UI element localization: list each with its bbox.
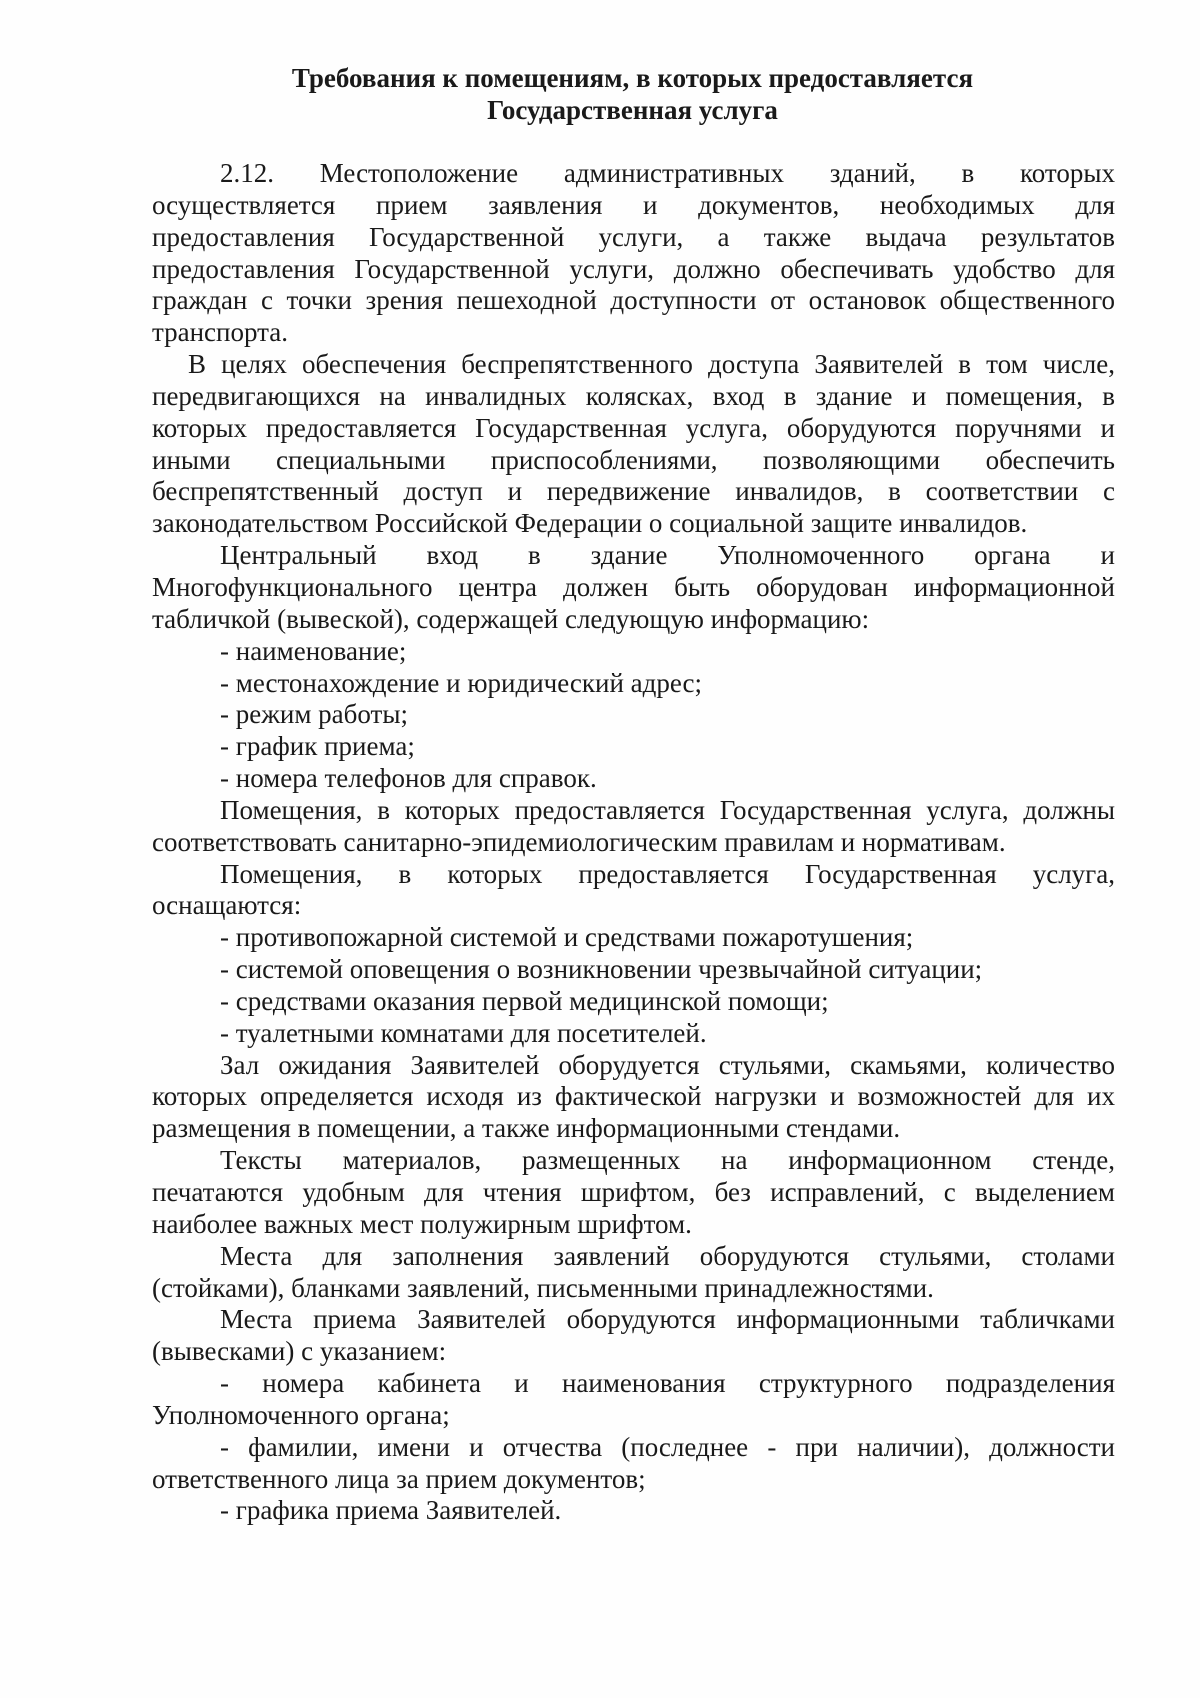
text-line: которых определяется исходя из фактической нагрузки и возможностей для их	[152, 1081, 1115, 1112]
text-line: законодательством Российской Федерации о социальной защите инвалидов.	[152, 508, 1028, 539]
list-item: - режим работы;	[220, 699, 408, 730]
text-line: соответствовать санитарно-эпидемиологическим правилам и нормативам.	[152, 826, 1006, 857]
text-line: В целях обеспечения беспрепятственного доступа Заявителей в том числе,	[188, 349, 1115, 380]
text-line: 2.12. Местоположение административных зданий, в которых	[220, 158, 1115, 188]
list-item: - средствами оказания первой медицинской помощи;	[220, 985, 829, 1016]
text-line: табличкой (вывеской), содержащей следующую информацию:	[152, 603, 870, 634]
text-line: которых предоставляется Государственная услуга, оборудуются поручнями и	[152, 412, 1115, 443]
text-line: наиболее важных мест полужирным шрифтом.	[152, 1208, 692, 1239]
list-item: - номера телефонов для справок.	[220, 763, 597, 794]
text-line: (вывесками) с указанием:	[152, 1336, 447, 1367]
list-item: - график приема;	[220, 731, 415, 762]
list-item: - фамилии, имени и отчества (последнее - при наличии), должности	[220, 1431, 1115, 1462]
text-line: печатаются удобным для чтения шрифтом, без исправлений, с выделением	[152, 1177, 1115, 1207]
text-line: Многофункционального центра должен быть оборудован информационной	[152, 571, 1115, 602]
title-line-2: Государственная услуга	[487, 95, 778, 125]
document-title	[150, 62, 1115, 126]
list-item: - номера кабинета и наименования структурного подразделения	[220, 1368, 1115, 1399]
text-line: Тексты материалов, размещенных на информационном стенде,	[220, 1145, 1115, 1176]
document-body	[152, 158, 1115, 1527]
text-line: Помещения, в которых предоставляется Государственная услуга, должны	[220, 794, 1115, 825]
text-line: (стойками), бланками заявлений, письменными принадлежностями.	[152, 1272, 934, 1303]
text-line: граждан с точки зрения пешеходной доступности от остановок общественного	[152, 285, 1115, 316]
text-line: осуществляется прием заявления и документов, необходимых для	[152, 189, 1115, 220]
text-line: иными специальными приспособлениями, позволяющими обеспечить	[152, 444, 1115, 475]
text-line: оснащаются:	[152, 890, 302, 921]
text-line: Зал ожидания Заявителей оборудуется стульями, скамьями, количество	[220, 1049, 1115, 1080]
text-line: беспрепятственный доступ и передвижение инвалидов, в соответствии с	[152, 476, 1115, 507]
list-item: - туалетными комнатами для посетителей.	[220, 1017, 707, 1048]
text-line: Уполномоченного органа;	[152, 1399, 450, 1430]
text-line: транспорта.	[152, 317, 289, 348]
list-item: - графика приема Заявителей.	[220, 1495, 562, 1526]
title-line-1: Требования к помещениям, в которых предоставляется	[291, 63, 974, 93]
list-item: - системой оповещения о возникновении чрезвычайной ситуации;	[220, 954, 983, 985]
list-item: - наименование;	[220, 635, 407, 666]
list-item: - местонахождение и юридический адрес;	[220, 667, 703, 698]
text-line: предоставления Государственной услуги, должно обеспечивать удобство для	[152, 253, 1115, 284]
text-line: размещения в помещении, а также информационными стендами.	[152, 1113, 901, 1144]
text-line: Места приема Заявителей оборудуются информационными табличками	[220, 1304, 1115, 1335]
text-line: передвигающихся на инвалидных колясках, вход в здание и помещения, в	[152, 380, 1115, 411]
text-line: ответственного лица за прием документов;	[152, 1463, 646, 1494]
text-line: Помещения, в которых предоставляется Государственная услуга,	[220, 858, 1115, 889]
text-line: Центральный вход в здание Уполномоченного органа и	[220, 540, 1115, 571]
list-item: - противопожарной системой и средствами пожаротушения;	[220, 922, 914, 953]
text-line: Места для заполнения заявлений оборудуются стульями, столами	[220, 1240, 1115, 1271]
text-line: предоставления Государственной услуги, а также выдача результатов	[152, 221, 1115, 252]
